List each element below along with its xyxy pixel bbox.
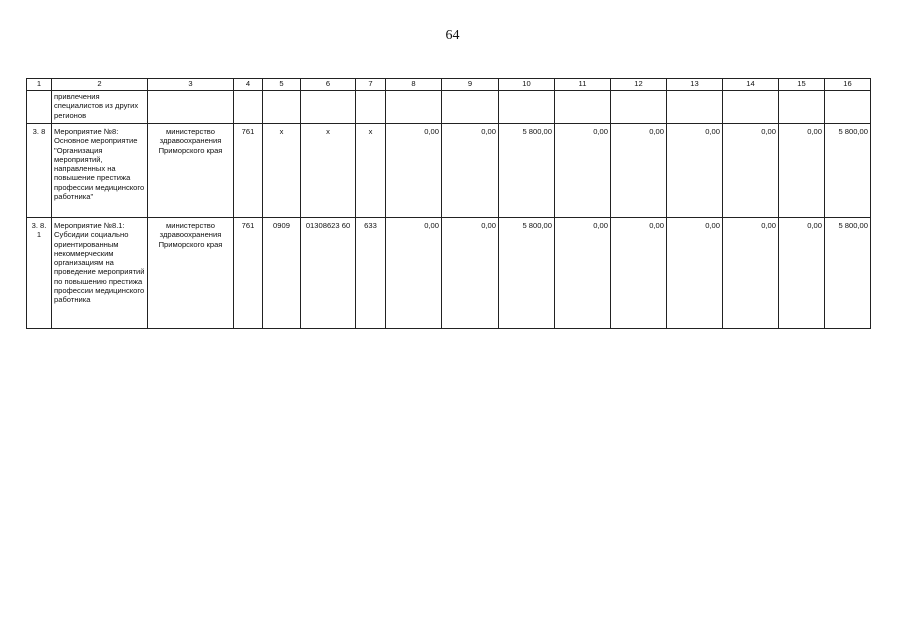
cell-rzpr (263, 91, 301, 124)
cell-vr: х (356, 124, 386, 218)
cell-csr (301, 91, 356, 124)
cell-amount: 0,00 (611, 218, 667, 329)
column-number-row (27, 79, 871, 91)
cell-amount: 0,00 (611, 124, 667, 218)
cell-rzpr: 0909 (263, 218, 301, 329)
cell-activity-name: Мероприятие №8.1: Субсидии социально ориентированным некоммерческим организациям на проведение мероприятий по повышению престижа профессии медицинского работника (52, 218, 148, 329)
column-header: 16 (825, 79, 871, 91)
cell-amount (386, 91, 442, 124)
cell-csr: 01308623 60 (301, 218, 356, 329)
cell-total (825, 91, 871, 124)
cell-grbs (234, 91, 263, 124)
table-row (27, 91, 871, 124)
cell-amount: 0,00 (442, 218, 499, 329)
table-row (27, 218, 871, 329)
column-header: 14 (723, 79, 779, 91)
cell-amount: 0,00 (723, 124, 779, 218)
cell-index: 3. 8. 1 (27, 218, 52, 329)
column-header: 6 (301, 79, 356, 91)
cell-amount: 0,00 (555, 124, 611, 218)
cell-executor: министерство здравоохранения Приморского края (148, 218, 234, 329)
column-header: 13 (667, 79, 723, 91)
column-header: 9 (442, 79, 499, 91)
cell-amount (779, 91, 825, 124)
cell-amount: 0,00 (667, 218, 723, 329)
cell-rzpr: х (263, 124, 301, 218)
column-header: 11 (555, 79, 611, 91)
cell-amount: 5 800,00 (499, 218, 555, 329)
column-header: 8 (386, 79, 442, 91)
column-header: 5 (263, 79, 301, 91)
cell-amount: 0,00 (779, 124, 825, 218)
cell-index (27, 91, 52, 124)
column-header: 2 (52, 79, 148, 91)
cell-amount: 0,00 (442, 124, 499, 218)
cell-amount (611, 91, 667, 124)
cell-amount: 0,00 (555, 218, 611, 329)
cell-amount: 0,00 (386, 218, 442, 329)
cell-amount: 5 800,00 (499, 124, 555, 218)
page-number: 64 (445, 28, 460, 43)
cell-activity-name: Мероприятие №8: Основное мероприятие "Организация мероприятий, направленных на повышение престижа профессии медицинского работника" (52, 124, 148, 218)
cell-vr: 633 (356, 218, 386, 329)
cell-amount (555, 91, 611, 124)
column-header: 7 (356, 79, 386, 91)
column-header: 3 (148, 79, 234, 91)
column-header: 12 (611, 79, 667, 91)
cell-total: 5 800,00 (825, 124, 871, 218)
column-header: 4 (234, 79, 263, 91)
column-header: 15 (779, 79, 825, 91)
cell-amount: 0,00 (779, 218, 825, 329)
cell-executor: министерство здравоохранения Приморского края (148, 124, 234, 218)
cell-activity-name: привлечения специалистов из других регионов (52, 91, 148, 124)
program-table (26, 78, 871, 329)
cell-grbs: 761 (234, 218, 263, 329)
cell-amount (499, 91, 555, 124)
cell-executor (148, 91, 234, 124)
cell-amount: 0,00 (667, 124, 723, 218)
cell-grbs: 761 (234, 124, 263, 218)
column-header: 10 (499, 79, 555, 91)
cell-index: 3. 8 (27, 124, 52, 218)
table-row (27, 124, 871, 218)
column-header: 1 (27, 79, 52, 91)
cell-vr (356, 91, 386, 124)
cell-amount: 0,00 (723, 218, 779, 329)
cell-amount (723, 91, 779, 124)
cell-csr: х (301, 124, 356, 218)
cell-amount: 0,00 (386, 124, 442, 218)
cell-amount (442, 91, 499, 124)
cell-amount (667, 91, 723, 124)
cell-total: 5 800,00 (825, 218, 871, 329)
